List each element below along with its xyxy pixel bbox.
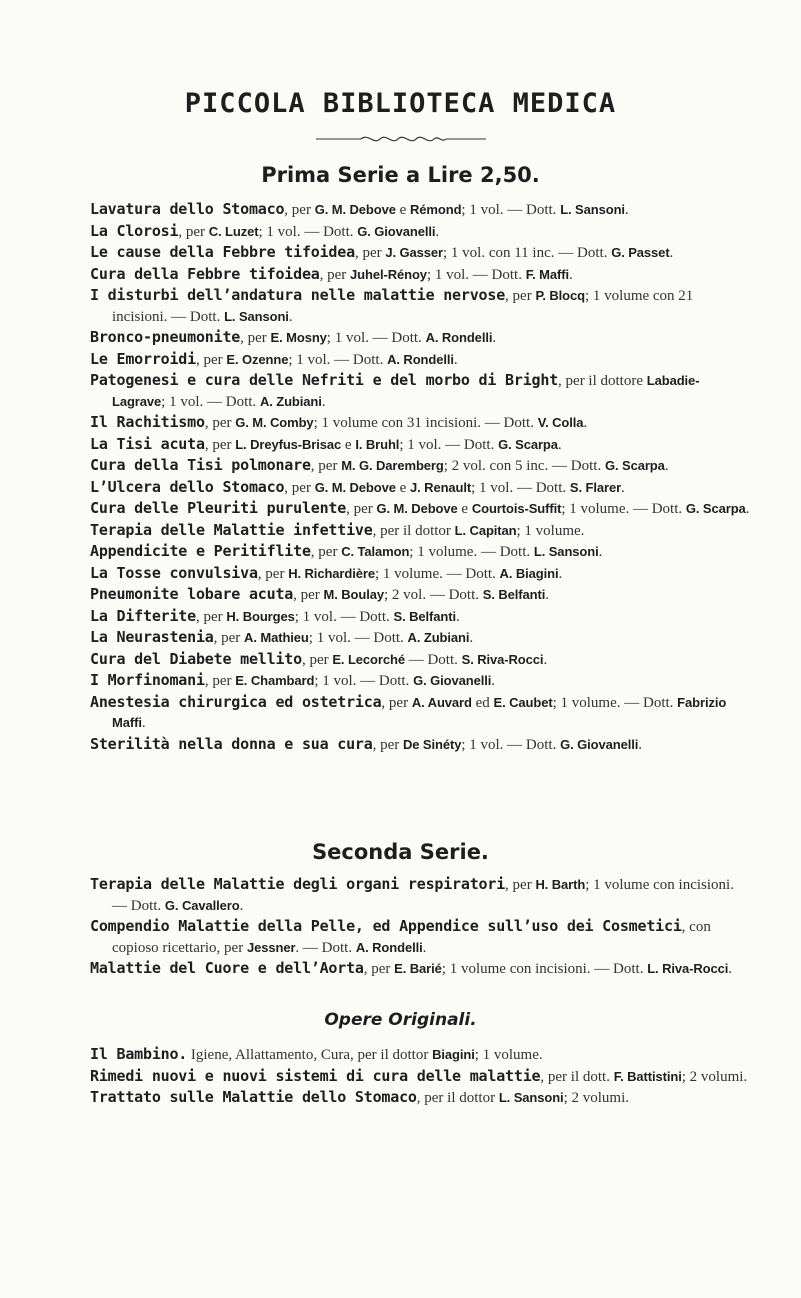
catalog-entry — [90, 242, 750, 264]
entry-details: e — [457, 501, 472, 517]
entry-details: . — [492, 330, 497, 346]
catalog-entry — [90, 221, 750, 243]
prima-serie-list — [90, 199, 750, 755]
entry-details: , per — [310, 544, 342, 560]
book-title: Anestesia chirurgica ed ostetrica — [90, 692, 382, 711]
catalog-entry — [90, 327, 750, 349]
catalog-entry — [90, 649, 750, 671]
entry-details: ; 1 vol. — Dott. — [426, 266, 526, 283]
entry-details: ; 1 vol. — Dott. — [471, 479, 570, 496]
book-title: Sterilità nella donna e sua cura — [90, 734, 373, 753]
book-title: L’Ulcera dello Stomaco — [90, 477, 285, 496]
book-title: Pneumonite lobare acuta — [90, 585, 294, 603]
catalog-entry — [90, 520, 750, 542]
catalog-entry — [90, 874, 750, 916]
entry-details: , con copioso ricettario, per — [112, 919, 711, 956]
author-name: F. Maffi — [525, 266, 569, 282]
entry-details: , per il dottore — [558, 373, 647, 389]
author-name: S. Belfanti — [482, 587, 546, 602]
author-name: E. Ozenne — [226, 351, 289, 367]
opere-originali-list — [90, 1044, 750, 1109]
entry-details: ; 1 vol. — Dott. — [461, 736, 561, 753]
author-name: A. Zubiani — [259, 393, 322, 409]
prima-serie-heading: Prima Serie a Lire 2,50. — [261, 163, 540, 187]
entry-details: ; 1 volume con incisioni. — Dott. — [441, 961, 648, 977]
seconda-serie-list — [90, 874, 750, 980]
author-name: G. M. Debove — [376, 501, 458, 516]
catalog-entry — [90, 285, 750, 327]
catalog-entry — [90, 916, 750, 958]
author-name: Jessner — [246, 939, 296, 955]
catalog-entry — [90, 692, 750, 734]
author-name: S. Belfanti — [393, 608, 456, 624]
book-title: Le Emorroidi — [90, 349, 196, 368]
entry-details: ; 1 vol. — Dott. — [314, 673, 414, 689]
catalog-entry — [90, 606, 750, 628]
entry-details: , per — [363, 961, 395, 977]
author-name: L. Capitan — [454, 522, 517, 538]
catalog-entry — [90, 477, 750, 499]
book-title: Rimedi nuovi e nuovi sistemi di cura delle malattie — [90, 1066, 541, 1085]
entry-details: , per — [505, 288, 536, 304]
entry-details: e — [395, 479, 411, 496]
divider-flourish-icon — [316, 131, 486, 147]
catalog-entry — [90, 370, 750, 412]
author-name: G. Giovanelli — [357, 223, 436, 239]
entry-details: e — [395, 202, 411, 218]
book-title: Terapia delle Malattie degli organi respiratori — [90, 875, 506, 893]
entry-details: , per — [257, 565, 289, 582]
book-title: Cura della Febbre tifoidea — [90, 264, 320, 283]
author-name: Juhel-Rénoy — [350, 266, 427, 282]
entry-details: . — [141, 715, 146, 731]
catalog-entry — [90, 1066, 750, 1088]
entry-details: . — [568, 266, 573, 283]
author-name: F. Battistini — [613, 1068, 682, 1084]
author-name: J. Gasser — [385, 245, 443, 260]
author-name: A. Zubiani — [407, 630, 470, 645]
catalog-entry — [90, 264, 750, 286]
author-name: A. Biagini — [499, 565, 559, 581]
entry-details: , per — [204, 673, 236, 689]
author-name: Fabrizio Maffi — [112, 694, 727, 730]
entry-details: , per — [354, 245, 386, 261]
entry-details: . — [491, 673, 495, 689]
catalog-entry — [90, 455, 750, 477]
entry-details: ; 1 volume con incisioni. — Dott. — [112, 877, 734, 914]
author-name: A. Rondelli — [387, 351, 454, 367]
entry-details: ; 1 vol. — Dott. — [288, 351, 388, 368]
book-title: Le cause della Febbre tifoidea — [90, 243, 355, 261]
entry-details: ; 1 vol. — Dott. — [326, 330, 426, 346]
entry-details: , per il dottor — [372, 522, 455, 539]
entry-details: . — [728, 961, 733, 977]
author-name: Biagini — [432, 1047, 475, 1062]
entry-details: . — [638, 736, 643, 753]
seconda-serie-heading: Seconda Serie. — [312, 840, 489, 864]
entry-details: ; 1 volume. — [516, 522, 585, 539]
entry-details: ; 1 vol. — Dott. — [258, 223, 358, 240]
book-title: Bronco-pneumonite — [90, 328, 241, 346]
author-name: Rémond — [410, 202, 462, 217]
author-name: G. Scarpa — [604, 458, 665, 473]
entry-details: . — [543, 651, 548, 668]
book-title: La Tosse convulsiva — [90, 563, 258, 582]
entry-details: , per — [284, 202, 315, 218]
entry-details: , per — [319, 266, 351, 283]
catalog-entry — [90, 412, 750, 434]
author-name: G. Giovanelli — [413, 673, 492, 688]
entry-details: , per — [204, 415, 236, 431]
entry-details: . — [288, 308, 293, 325]
book-title: La Neurastenia — [90, 628, 214, 646]
author-name: E. Mosny — [270, 330, 327, 345]
entry-details: , per — [381, 694, 412, 711]
entry-details: . — [745, 501, 750, 517]
author-name: G. M. Comby — [235, 415, 314, 430]
entry-details: . — [239, 897, 244, 914]
author-name: V. Colla — [537, 415, 584, 430]
author-name: A. Rondelli — [355, 939, 423, 955]
author-name: A. Rondelli — [425, 330, 493, 345]
entry-details: , per il dott. — [540, 1068, 614, 1085]
entry-details: , per — [310, 458, 342, 474]
entry-details: ; 1 vol. — Dott. — [161, 393, 260, 410]
entry-details: . — [455, 608, 460, 625]
entry-details: ; 1 volume. — Dott. — [409, 544, 534, 560]
entry-details: ; 2 volumi. — [563, 1090, 629, 1106]
catalog-entry — [90, 498, 750, 520]
author-name: S. Flarer — [569, 479, 622, 495]
author-name: I. Bruhl — [355, 436, 400, 452]
entry-details: ; 2 volumi. — [681, 1068, 748, 1085]
author-name: J. Renault — [410, 479, 472, 495]
entry-details: e — [341, 436, 356, 453]
author-name: G. Scarpa — [685, 501, 746, 516]
author-name: H. Bourges — [226, 608, 295, 624]
entry-details: , per — [213, 630, 245, 646]
book-title: Il Rachitismo — [90, 413, 205, 431]
book-title: La Clorosi — [90, 221, 179, 240]
author-name: L. Riva-Rocci — [647, 961, 729, 976]
author-name: S. Riva-Rocci — [461, 651, 544, 667]
book-title: La Tisi acuta — [90, 434, 205, 453]
entry-details: , per — [195, 351, 227, 368]
catalog-entry — [90, 541, 750, 563]
entry-details: , per il dottor — [416, 1090, 499, 1106]
entry-details: , per — [301, 651, 333, 668]
author-name: G. M. Debove — [314, 202, 396, 217]
entry-details: ; 2 vol. con 5 inc. — Dott. — [443, 458, 605, 474]
book-title: Il Bambino. — [90, 1045, 188, 1063]
entry-details: . — [621, 479, 625, 496]
entry-details: ; 1 vol. — Dott. — [308, 630, 408, 646]
catalog-entry — [90, 563, 750, 585]
author-name: Labadie-Lagrave — [112, 373, 700, 409]
entry-details: , per — [505, 877, 536, 893]
page-title: PICCOLA BIBLIOTECA MEDICA — [184, 88, 617, 119]
author-name: G. M. Debove — [314, 479, 396, 495]
entry-details: . — [321, 393, 326, 410]
entry-details: . — [624, 202, 629, 218]
author-name: L. Sansoni — [560, 202, 625, 217]
entry-details: ; 1 vol. — Dott. — [461, 202, 561, 218]
author-name: De Sinéty — [403, 736, 462, 752]
author-name: P. Blocq — [535, 288, 585, 303]
author-name: H. Richardière — [288, 565, 375, 581]
entry-details: . — [469, 630, 474, 646]
entry-details: . — [669, 245, 674, 261]
author-name: Courtois-Suffit — [471, 501, 562, 516]
entry-details: — Dott. — [404, 651, 462, 668]
entry-details: ; 1 volume. — Dott. — [561, 501, 686, 517]
author-name: M. Boulay — [323, 587, 385, 602]
book-title: Malattie del Cuore e dell’Aorta — [90, 959, 364, 977]
opere-originali-heading: Opere Originali. — [324, 1010, 477, 1030]
author-name: E. Barié — [394, 961, 442, 976]
author-name: A. Auvard — [411, 694, 472, 710]
author-name: G. Cavallero — [164, 897, 240, 913]
entry-details: , per — [178, 223, 209, 240]
entry-details: . — Dott. — [295, 939, 356, 956]
book-title: I Morfinomani — [90, 671, 205, 689]
catalog-entry — [90, 349, 750, 371]
catalog-entry — [90, 670, 750, 692]
entry-details: ; 1 vol. — Dott. — [399, 436, 499, 453]
entry-details: ; 1 volume. — Dott. — [374, 565, 500, 582]
book-title: I disturbi dell’andatura nelle malattie nervose — [90, 286, 506, 304]
entry-details: . — [453, 351, 458, 368]
entry-details: , per — [293, 587, 324, 603]
entry-details: . — [545, 587, 549, 603]
entry-details: . — [422, 939, 427, 956]
entry-details: ; 1 volume. — Dott. — [552, 694, 678, 711]
entry-details: . — [598, 544, 603, 560]
entry-details: . — [557, 436, 562, 453]
catalog-entry — [90, 627, 750, 649]
entry-details: ; 1 volume con 21 incisioni. — Dott. — [112, 288, 694, 325]
catalog-entry — [90, 734, 750, 756]
entry-details: , per — [284, 479, 315, 496]
author-name: L. Sansoni — [533, 544, 599, 559]
entry-details: ; 1 vol. con 11 inc. — Dott. — [443, 245, 612, 261]
author-name: H. Barth — [535, 877, 586, 892]
entry-details: . — [583, 415, 588, 431]
catalog-entry — [90, 1044, 750, 1066]
author-name: L. Sansoni — [224, 308, 289, 324]
entry-details: ; 1 vol. — Dott. — [294, 608, 394, 625]
entry-details: ; 1 volume con 31 incisioni. — Dott. — [313, 415, 538, 431]
catalog-entry — [90, 434, 750, 456]
entry-details: , per — [240, 330, 271, 346]
entry-details: , per — [372, 736, 403, 753]
catalog-entry — [90, 199, 750, 221]
entry-details: . — [435, 223, 440, 240]
entry-details: . — [558, 565, 563, 582]
catalog-entry — [90, 1087, 750, 1109]
book-title: Cura delle Pleuriti purulente — [90, 499, 347, 517]
entry-details: ; 2 vol. — Dott. — [384, 587, 483, 603]
book-title: Lavatura dello Stomaco — [90, 200, 285, 218]
author-name: M. G. Daremberg — [341, 458, 444, 473]
entry-details: Igiene, Allattamento, Cura, per il dottor — [187, 1047, 433, 1063]
entry-details: ; 1 volume. — [474, 1047, 543, 1063]
author-name: L. Dreyfus-Brisac — [235, 436, 342, 452]
entry-details: , per — [346, 501, 377, 517]
author-name: L. Sansoni — [498, 1090, 564, 1105]
author-name: C. Talamon — [341, 544, 410, 559]
book-title: La Difterite — [90, 606, 196, 625]
entry-details: ed — [471, 694, 494, 711]
catalog-entry — [90, 958, 750, 980]
book-title: Terapia delle Malattie infettive — [90, 520, 373, 539]
catalog-entry — [90, 584, 750, 606]
book-title: Cura della Tisi polmonare — [90, 456, 311, 474]
entry-details: . — [664, 458, 669, 474]
author-name: G. Scarpa — [498, 436, 558, 452]
entry-details: , per — [204, 436, 236, 453]
book-title: Cura del Diabete mellito — [90, 649, 302, 668]
book-title: Trattato sulle Malattie dello Stomaco — [90, 1088, 417, 1106]
author-name: G. Giovanelli — [560, 736, 639, 752]
entry-details: , per — [195, 608, 227, 625]
book-title: Compendio Malattie della Pelle, ed Appendice sull’uso dei Cosmetici — [90, 917, 682, 935]
author-name: E. Lecorché — [332, 651, 405, 667]
book-title: Patogenesi e cura delle Nefriti e del morbo di Bright — [90, 371, 559, 389]
author-name: C. Luzet — [208, 223, 259, 239]
author-name: G. Passet — [611, 245, 670, 260]
author-name: A. Mathieu — [244, 630, 309, 645]
book-title: Appendicite e Peritiflite — [90, 542, 311, 560]
author-name: E. Caubet — [493, 694, 553, 710]
author-name: E. Chambard — [235, 673, 315, 688]
